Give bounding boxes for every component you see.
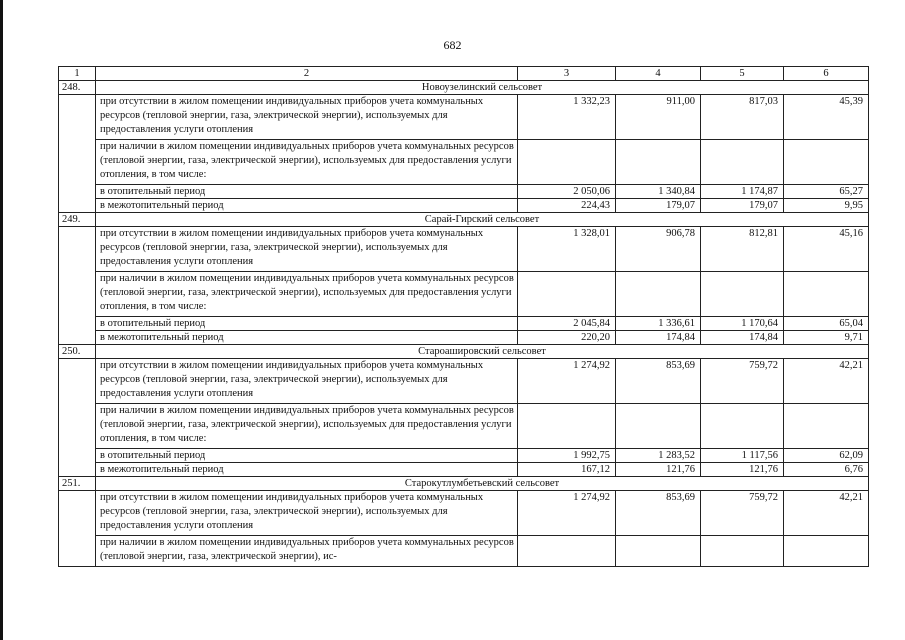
value-cell: 45,16: [784, 227, 869, 272]
row-description: при наличии в жилом помещении индивидуальных приборов учета коммунальных ресурсов (тепловой энергии, газа, электрической энергии), используемых для предоставления услуги отопления, в том числе:: [96, 140, 518, 185]
value-cell: 6,76: [784, 463, 869, 477]
section-index: 251.: [59, 477, 96, 491]
table-row: [59, 449, 869, 463]
section-index: 249.: [59, 213, 96, 227]
table-row: [59, 95, 869, 140]
value-cell: [784, 140, 869, 185]
table-row: [59, 359, 869, 404]
table-row: [59, 317, 869, 331]
column-number: 2: [96, 67, 518, 81]
value-cell: 1 170,64: [701, 317, 784, 331]
row-description: в отопительный период: [96, 317, 518, 331]
value-cell: 121,76: [616, 463, 701, 477]
value-cell: 174,84: [616, 331, 701, 345]
row-description: в межотопительный период: [96, 463, 518, 477]
column-number: 1: [59, 67, 96, 81]
value-cell: 62,09: [784, 449, 869, 463]
value-cell: 1 283,52: [616, 449, 701, 463]
value-cell: [701, 404, 784, 449]
value-cell: [616, 404, 701, 449]
value-cell: 2 045,84: [518, 317, 616, 331]
value-cell: [784, 536, 869, 567]
value-cell: 9,71: [784, 331, 869, 345]
value-cell: 853,69: [616, 359, 701, 404]
row-description: при отсутствии в жилом помещении индивидуальных приборов учета коммунальных ресурсов (тепловой энергии, газа, электрической энергии), используемых для предоставления услуги отопления: [96, 359, 518, 404]
table-row: [59, 404, 869, 449]
value-cell: 121,76: [701, 463, 784, 477]
value-cell: [518, 404, 616, 449]
row-description: в межотопительный период: [96, 199, 518, 213]
value-cell: [518, 272, 616, 317]
value-cell: 1 117,56: [701, 449, 784, 463]
section-name: Староашировский сельсовет: [96, 345, 869, 359]
value-cell: [701, 536, 784, 567]
row-description: в межотопительный период: [96, 331, 518, 345]
row-description: при отсутствии в жилом помещении индивидуальных приборов учета коммунальных ресурсов (тепловой энергии, газа, электрической энергии), используемых для предоставления услуги отопления: [96, 491, 518, 536]
table-row: [59, 185, 869, 199]
section-index-spacer: [59, 359, 96, 477]
value-cell: 1 992,75: [518, 449, 616, 463]
value-cell: 1 274,92: [518, 491, 616, 536]
value-cell: 1 328,01: [518, 227, 616, 272]
value-cell: [784, 272, 869, 317]
table-row: [59, 140, 869, 185]
value-cell: 759,72: [701, 491, 784, 536]
row-description: при отсутствии в жилом помещении индивидуальных приборов учета коммунальных ресурсов (тепловой энергии, газа, электрической энергии), используемых для предоставления услуги отопления: [96, 227, 518, 272]
section-index: 250.: [59, 345, 96, 359]
value-cell: 174,84: [701, 331, 784, 345]
value-cell: 179,07: [701, 199, 784, 213]
value-cell: 42,21: [784, 359, 869, 404]
value-cell: 1 174,87: [701, 185, 784, 199]
section-index: 248.: [59, 81, 96, 95]
column-number: 4: [616, 67, 701, 81]
value-cell: 911,00: [616, 95, 701, 140]
section-index-spacer: [59, 491, 96, 567]
value-cell: 179,07: [616, 199, 701, 213]
value-cell: 45,39: [784, 95, 869, 140]
tariff-table: [58, 66, 869, 567]
table-row: [59, 227, 869, 272]
column-number: 3: [518, 67, 616, 81]
section-index-spacer: [59, 227, 96, 345]
section-header-row: [59, 213, 869, 227]
value-cell: 1 340,84: [616, 185, 701, 199]
value-cell: [518, 536, 616, 567]
value-cell: [616, 536, 701, 567]
value-cell: 853,69: [616, 491, 701, 536]
row-description: при наличии в жилом помещении индивидуальных приборов учета коммунальных ресурсов (тепловой энергии, газа, электрической энергии), используемых для предоставления услуги отопления, в том числе:: [96, 404, 518, 449]
value-cell: [518, 140, 616, 185]
value-cell: [616, 272, 701, 317]
table-row: [59, 331, 869, 345]
row-description: при наличии в жилом помещении индивидуальных приборов учета коммунальных ресурсов (тепловой энергии, газа, электрической энергии), используемых для предоставления услуги отопления, в том числе:: [96, 272, 518, 317]
value-cell: [784, 404, 869, 449]
page-number: 682: [443, 38, 462, 52]
value-cell: 1 274,92: [518, 359, 616, 404]
row-description: в отопительный период: [96, 449, 518, 463]
table-row: [59, 463, 869, 477]
value-cell: 906,78: [616, 227, 701, 272]
value-cell: 9,95: [784, 199, 869, 213]
value-cell: 65,27: [784, 185, 869, 199]
value-cell: 2 050,06: [518, 185, 616, 199]
value-cell: 817,03: [701, 95, 784, 140]
table-row: [59, 536, 869, 567]
section-name: Новоузелинский сельсовет: [96, 81, 869, 95]
value-cell: [701, 272, 784, 317]
value-cell: 759,72: [701, 359, 784, 404]
value-cell: 812,81: [701, 227, 784, 272]
section-index-spacer: [59, 95, 96, 213]
section-header-row: [59, 477, 869, 491]
column-number: 5: [701, 67, 784, 81]
table-row: [59, 199, 869, 213]
value-cell: 1 332,23: [518, 95, 616, 140]
section-header-row: [59, 345, 869, 359]
section-name: Старокутлумбетьевский сельсовет: [96, 477, 869, 491]
value-cell: 220,20: [518, 331, 616, 345]
value-cell: [616, 140, 701, 185]
row-description: в отопительный период: [96, 185, 518, 199]
value-cell: 224,43: [518, 199, 616, 213]
value-cell: 65,04: [784, 317, 869, 331]
table-row: [59, 491, 869, 536]
column-number-row: [59, 67, 869, 81]
value-cell: 42,21: [784, 491, 869, 536]
column-number: 6: [784, 67, 869, 81]
value-cell: [701, 140, 784, 185]
table-row: [59, 272, 869, 317]
section-name: Сарай-Гирский сельсовет: [96, 213, 869, 227]
row-description: при наличии в жилом помещении индивидуальных приборов учета коммунальных ресурсов (тепловой энергии, газа, электрической энергии), ис-: [96, 536, 518, 567]
value-cell: 167,12: [518, 463, 616, 477]
scan-edge-bar: [0, 0, 3, 640]
section-header-row: [59, 81, 869, 95]
value-cell: 1 336,61: [616, 317, 701, 331]
row-description: при отсутствии в жилом помещении индивидуальных приборов учета коммунальных ресурсов (тепловой энергии, газа, электрической энергии), используемых для предоставления услуги отопления: [96, 95, 518, 140]
